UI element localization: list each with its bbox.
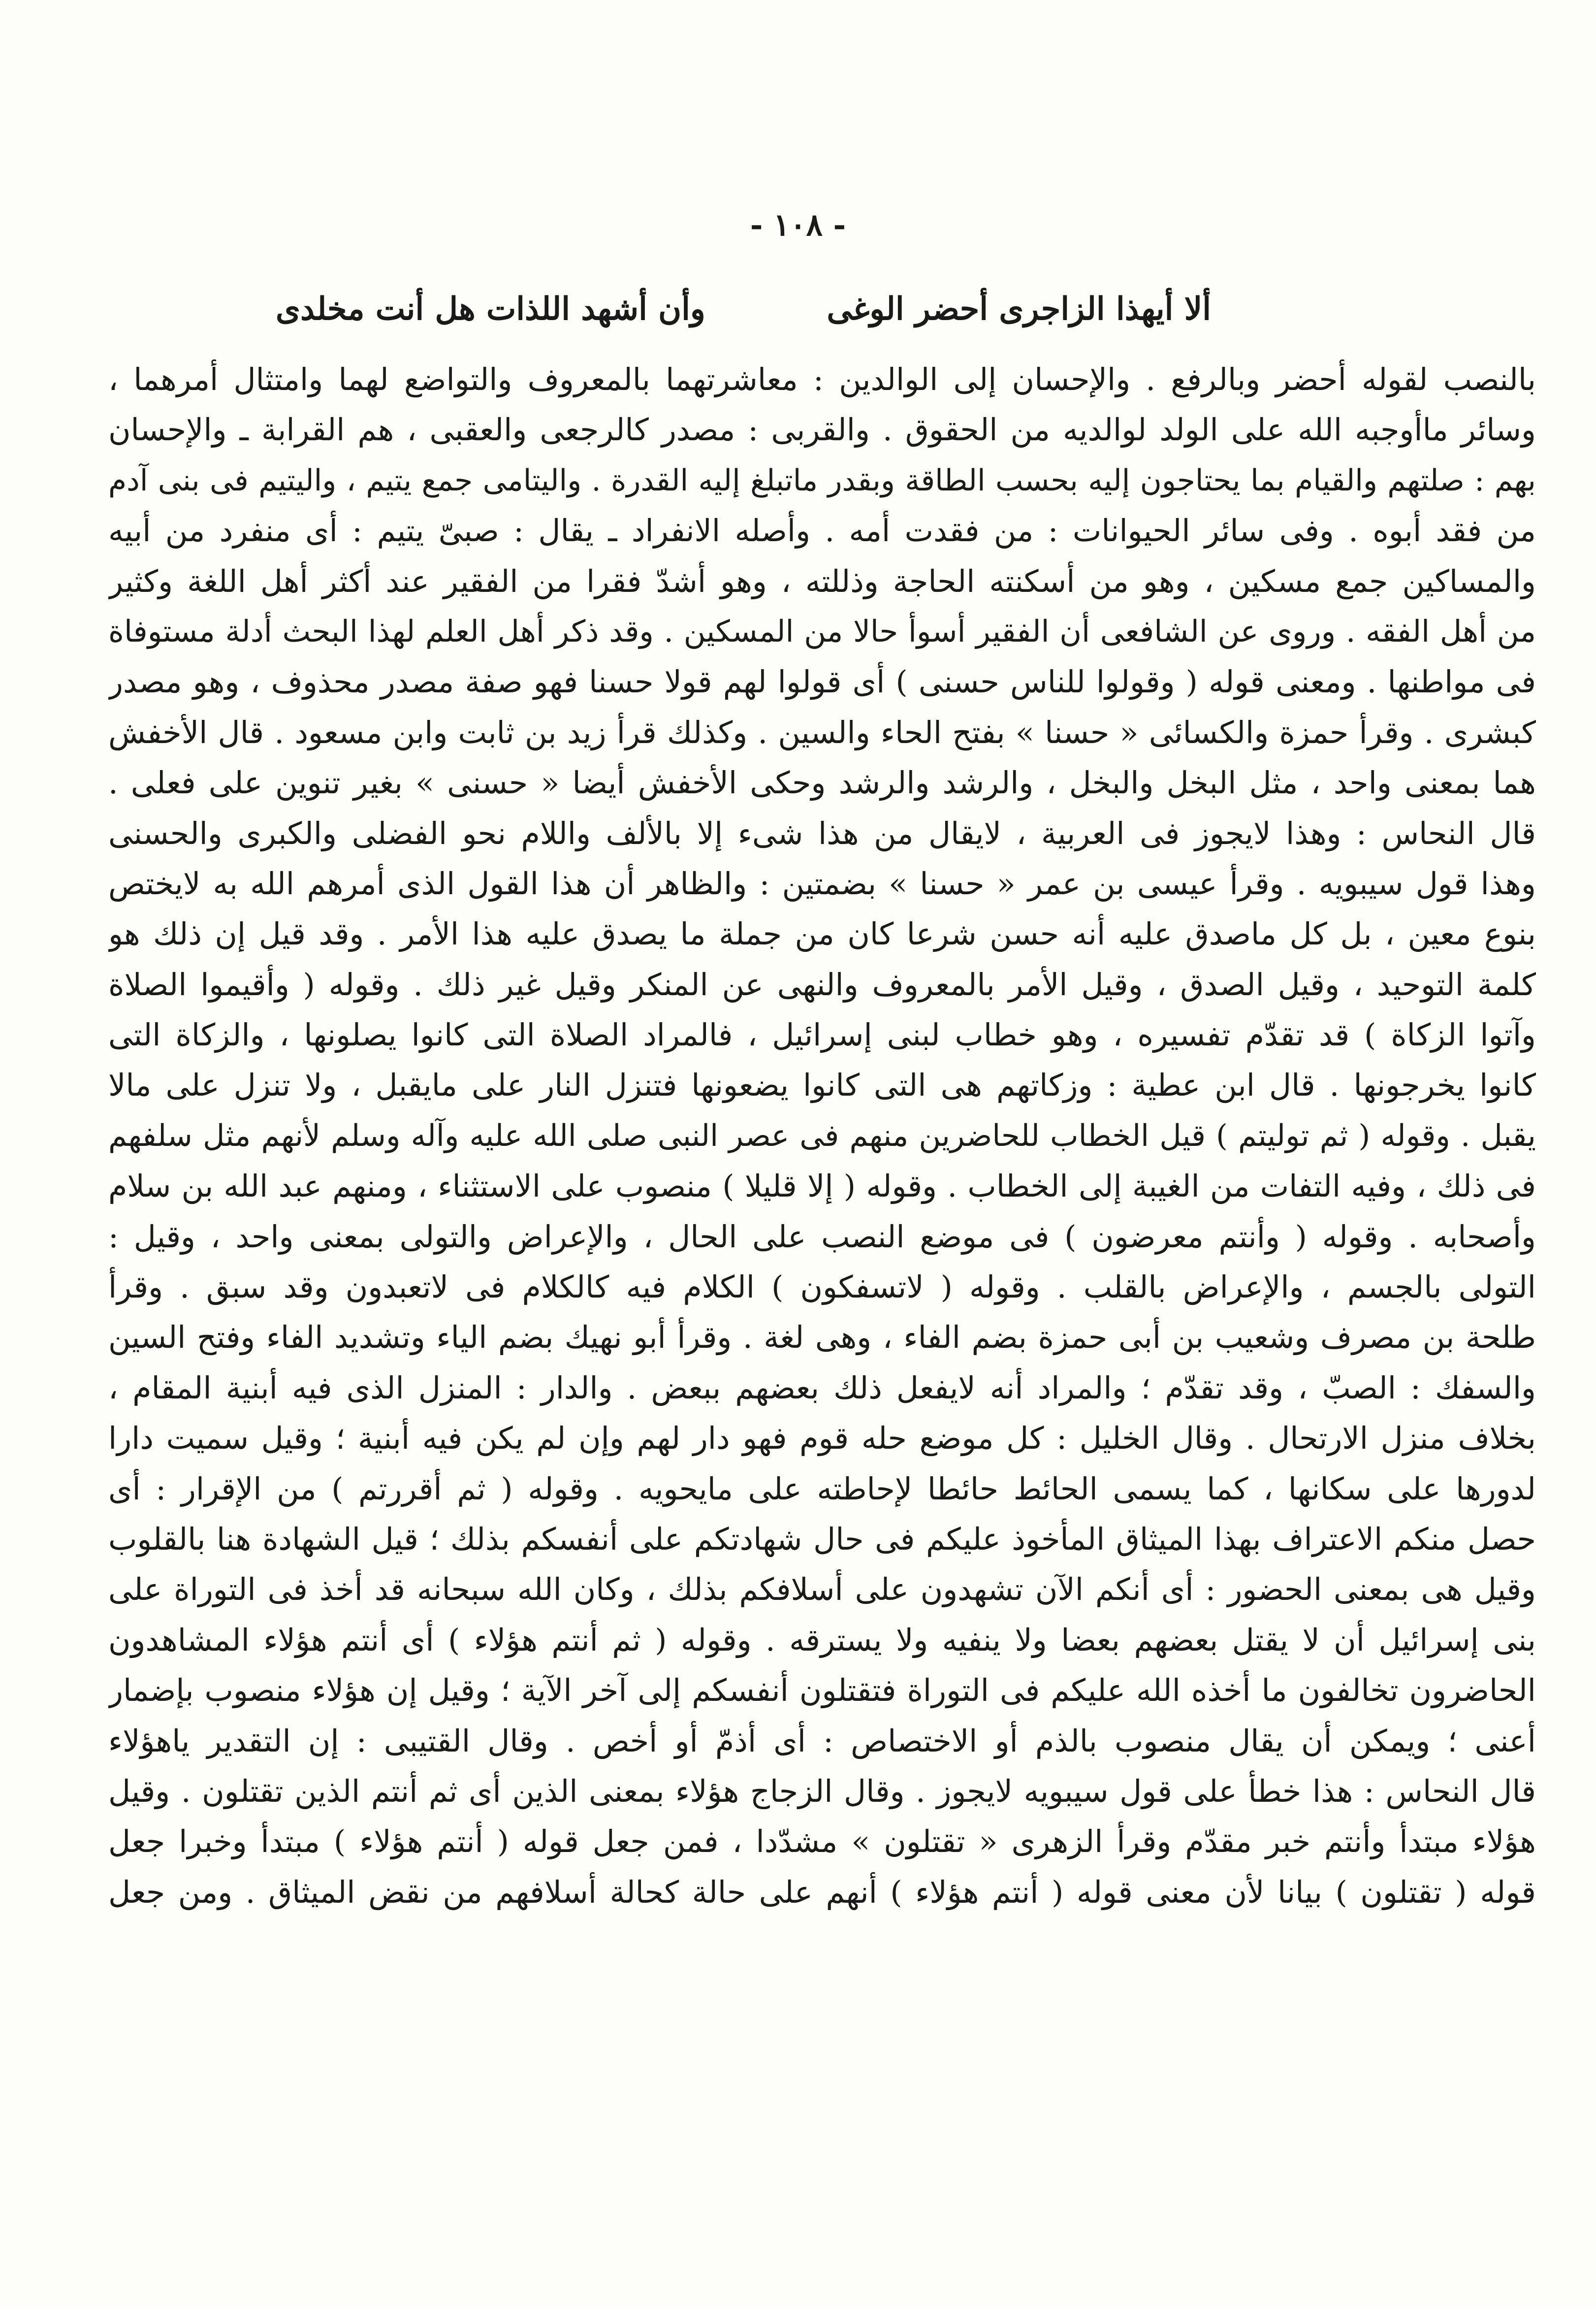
- text-line: بهم : صلتهم والقيام بما يحتاجون إليه بحسب الطاقة وبقدر ماتبلغ إليه القدرة . واليتامى جمع يتيم ، واليتيم فى بنى آدم: [108, 463, 1536, 498]
- text-line: بخلاف منزل الارتحال . وقال الخليل : كل موضع حله قوم فهو دار لهم وإن لم يكن فيه أبنية ؛ وقيل سميت دارا: [108, 1420, 1536, 1457]
- text-line: من فقد أبوه . وفى سائر الحيوانات : من فقدت أمه . وأصله الانفراد ـ يقال : صبىّ يتيم : أى منفرد من أبيه: [108, 513, 1536, 549]
- verse-first-hemistich: ألا أيهذا الزاجرى أحضر الوغى: [827, 291, 1211, 327]
- text-line: هؤلاء مبتدأ وأنتم خبر مقدّم وقرأ الزهرى « تقتلون » مشدّدا ، فمن جعل قوله ( أنتم هؤلاء ) مبتدأ وخبرا جعل: [108, 1823, 1536, 1860]
- text-line: قال النحاس : وهذا لايجوز فى العربية ، لايقال من هذا شىء إلا بالألف واللام نحو الفضلى والكبرى والحسنى: [108, 815, 1536, 851]
- text-line: بنى إسرائيل أن لا يقتل بعضهم بعضا ولا ينفيه ولا يسترقه . وقوله ( ثم أنتم هؤلاء ) أى أنتم هؤلاء المشاهدون: [108, 1622, 1536, 1658]
- body-text: [108, 355, 1536, 1917]
- text-line: الحاضرون تخالفون ما أخذه الله عليكم فى التوراة فتقتلون أنفسكم إلى آخر الآية ؛ وقيل إن هؤلاء منصوب بإضمار: [108, 1672, 1536, 1709]
- text-line: وأصحابه . وقوله ( وأنتم معرضون ) فى موضع النصب على الحال ، والإعراض والتولى بمعنى واحد ، وقيل :: [108, 1218, 1536, 1255]
- text-line: كانوا يخرجونها . قال ابن عطية : وزكاتهم هى التى كانوا يضعونها فتنزل النار على مايقبل ، ولا تنزل على مالا: [108, 1067, 1536, 1104]
- text-line: هما بمعنى واحد ، مثل البخل والبخل ، والرشد والرشد وحكى الأخفش أيضا « حسنى » بغير تنوين على فعلى .: [108, 765, 1536, 801]
- text-line: وآتوا الزكاة ) قد تقدّم تفسيره ، وهو خطاب لبنى إسرائيل ، فالمراد الصلاة التى كانوا يصلونها ، والزكاة التى: [108, 1017, 1536, 1053]
- text-line: قال النحاس : هذا خطأ على قول سيبويه لايجوز . وقال الزجاج هؤلاء بمعنى الذين أى ثم أنتم الذين تقتلون . وقيل: [108, 1773, 1536, 1809]
- text-line: حصل منكم الاعتراف بهذا الميثاق المأخوذ عليكم فى حال شهادتكم على أنفسكم بذلك ؛ قيل الشهادة هنا بالقلوب: [108, 1521, 1536, 1557]
- text-line: يقبل . وقوله ( ثم توليتم ) قيل الخطاب للحاضرين منهم فى عصر النبى صلى الله عليه وآله وسلم لأنهم مثل سلفهم: [108, 1118, 1536, 1153]
- text-line: بنوع معين ، بل كل ماصدق عليه أنه حسن شرعا كان من جملة ما يصدق عليه هذا الأمر . وقد قيل إن ذلك هو: [108, 916, 1536, 952]
- text-line: طلحة بن مصرف وشعيب بن أبى حمزة بضم الفاء ، وهى لغة . وقرأ أبو نهيك بضم الياء وتشديد الفاء وفتح السين: [108, 1319, 1536, 1356]
- text-line: والمساكين جمع مسكين ، وهو من أسكنته الحاجة وذللته ، وهو أشدّ فقرا من الفقير عند أكثر أهل اللغة وكثير: [108, 563, 1536, 599]
- text-line: وسائر ماأوجبه الله على الولد لوالديه من الحقوق . والقربى : مصدر كالرجعى والعقبى ، هم القرابة ـ والإحسان: [108, 412, 1536, 448]
- text-line: كلمة التوحيد ، وقيل الصدق ، وقيل الأمر بالمعروف والنهى عن المنكر وقيل غير ذلك . وقوله ( وأقيموا الصلاة: [108, 966, 1536, 1003]
- text-line: بالنصب لقوله أحضر وبالرفع . والإحسان إلى الوالدين : معاشرتهما بالمعروف والتواضع لهما وامتثال أمرهما ،: [108, 361, 1536, 397]
- text-line: وقيل هى بمعنى الحضور : أى أنكم الآن تشهدون على أسلافكم بذلك ، وكان الله سبحانه قد أخذ فى التوراة على: [108, 1571, 1536, 1608]
- text-line: قوله ( تقتلون ) بيانا لأن معنى قوله ( أنتم هؤلاء ) أنهم على حالة كحالة أسلافهم من نقض الميثاق . ومن جعل: [108, 1874, 1536, 1910]
- text-line: وهذا قول سيبويه . وقرأ عيسى بن عمر « حسنا » بضمتين : والظاهر أن هذا القول الذى أمرهم الله به لايختص: [108, 865, 1536, 902]
- text-line: من أهل الفقه . وروى عن الشافعى أن الفقير أسوأ حالا من المسكين . وقد ذكر أهل العلم لهذا البحث أدلة مستوفاة: [108, 614, 1536, 649]
- text-line: فى مواطنها . ومعنى قوله ( وقولوا للناس حسنى ) أى قولوا لهم قولا حسنا فهو صفة مصدر محذوف ، وهو مصدر: [108, 664, 1536, 700]
- text-line: والسفك : الصبّ ، وقد تقدّم ؛ والمراد أنه لايفعل ذلك بعضهم ببعض . والدار : المنزل الذى فيه أبنية المقام ،: [108, 1369, 1536, 1406]
- text-line: لدورها على سكانها ، كما يسمى الحائط حائطا لإحاطته على مايحويه . وقوله ( ثم أقررتم ) من الإقرار : أى: [108, 1470, 1536, 1507]
- text-line: أعنى ؛ ويمكن أن يقال منصوب بالذم أو الاختصاص : أى أذمّ أو أخص . وقال القتيبى : إن التقدير ياهؤلاء: [108, 1722, 1536, 1759]
- poetry-verse: [276, 291, 1211, 327]
- page-number: - ١٠٨ -: [750, 207, 846, 243]
- verse-second-hemistich: وأن أشهد اللذات هل أنت مخلدى: [276, 291, 705, 327]
- text-line: فى ذلك ، وفيه التفات من الغيبة إلى الخطاب . وقوله ( إلا قليلا ) منصوب على الاستثناء ، ومنهم عبد الله بن سلام: [108, 1168, 1536, 1204]
- text-line: كبشرى . وقرأ حمزة والكسائى « حسنا » بفتح الحاء والسين . وكذلك قرأ زيد بن ثابت وابن مسعود . قال الأخفش: [108, 714, 1536, 750]
- text-line: التولى بالجسم ، والإعراض بالقلب . وقوله ( لاتسفكون ) الكلام فيه كالكلام فى لاتعبدون وقد سبق . وقرأ: [108, 1269, 1536, 1305]
